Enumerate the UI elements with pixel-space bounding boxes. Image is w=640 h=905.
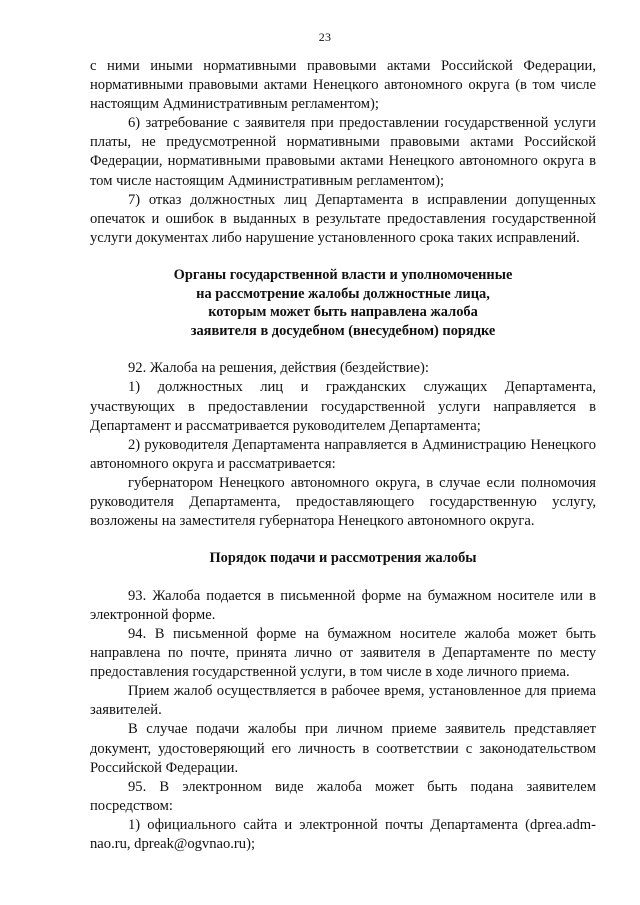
- paragraph-92: 92. Жалоба на решения, действия (бездействие):: [128, 360, 429, 377]
- heading-line: Органы государственной власти и уполномоченные: [173, 266, 513, 283]
- paragraph-reception-hours: Прием жалоб осуществляется в рабочее время, установленное для приема заявителей.: [90, 683, 596, 719]
- document-body: [90, 57, 596, 854]
- paragraph-94: 94. В письменной форме на бумажном носителе жалоба может быть направлена по почте, принята лично от заявителя в Департаменте по месту предоставления государственной услуги, в том числе в ходе личного приема.: [90, 625, 596, 681]
- paragraph-92-item-2: 2) руководителя Департамента направляется в Администрацию Ненецкого автономного округа и рассматривается:: [90, 436, 596, 472]
- paragraph-item-7: 7) отказ должностных лиц Департамента в исправлении допущенных опечаток и ошибок в выданных в результате предоставления государственной услуги документах либо нарушение установленного срока таких исправлений.: [90, 191, 596, 246]
- section-heading-procedure: Порядок подачи и рассмотрения жалобы: [209, 550, 477, 567]
- paragraph-93: 93. Жалоба подается в письменной форме на бумажном носителе или в электронной форме.: [90, 587, 596, 623]
- heading-line: на рассмотрение жалобы должностные лица,: [196, 285, 490, 302]
- spacer: [90, 340, 596, 359]
- paragraph-92-item-1: 1) должностных лиц и гражданских служащих Департамента, участвующих в предоставлении государственной услуги направляется в Департамент и рассматривается руководителем Департамента;: [90, 379, 596, 434]
- paragraph-92-governor: губернатором Ненецкого автономного округа, в случае если полномочия руководителя Департамента, предоставляющего государственную услугу, возложены на заместителя губернатора Ненецкого автономного округа.: [90, 474, 596, 530]
- heading-line: которым может быть направлена жалоба: [208, 304, 478, 321]
- paragraph-item-6: 6) затребование с заявителя при предоставлении государственной услуги платы, не предусмотренной нормативными правовыми актами Российской Федерации, нормативными правовыми актами Ненецкого автономного округа в том числе настоящим Административным регламентом);: [90, 115, 596, 189]
- heading-line: заявителя в досудебном (внесудебном) порядке: [190, 322, 496, 339]
- paragraph-95: 95. В электронном виде жалоба может быть подана заявителем посредством:: [90, 778, 596, 814]
- spacer: [90, 248, 596, 266]
- section-heading-authorities: [90, 266, 596, 340]
- paragraph-continuation: с ними иными нормативными правовыми актами Российской Федерации, нормативными правовыми актами Ненецкого автономного округа (в том числе настоящим Административным регламентом);: [90, 58, 596, 113]
- spacer: [90, 568, 596, 587]
- paragraph-95-item-1: 1) официального сайта и электронной почты Департамента (dprea.adm-nao.ru, dpreak@ogvnao.ru);: [90, 816, 596, 852]
- paragraph-personal-reception: В случае подачи жалобы при личном приеме заявитель представляет документ, удостоверяющий его личность в соответствии с законодательством Российской Федерации.: [90, 721, 596, 776]
- page-number: 23: [318, 30, 332, 44]
- spacer: [90, 531, 596, 549]
